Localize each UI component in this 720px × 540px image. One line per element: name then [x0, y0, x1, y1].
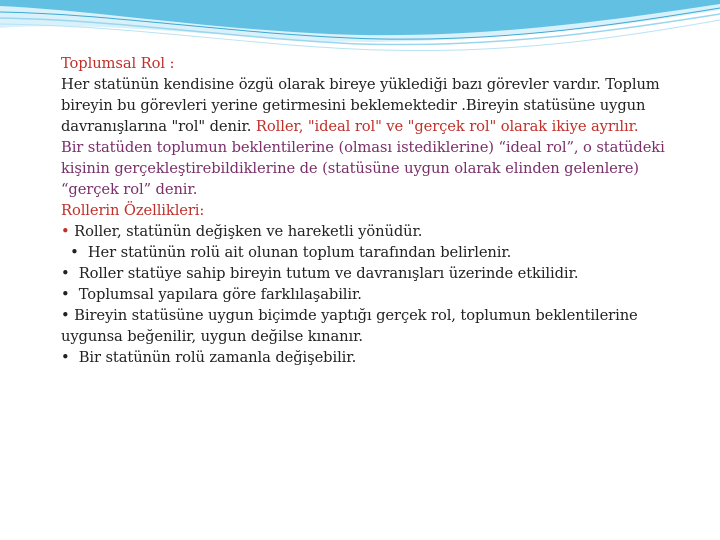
bullet-icon: • — [61, 223, 70, 240]
feature-item — [61, 284, 671, 305]
slide-title: Toplumsal Rol : — [61, 55, 175, 72]
feature-item — [61, 263, 671, 284]
feature-text: Roller statüye sahip bireyin tutum ve davranışları üzerinde etkilidir. — [69, 265, 579, 282]
feature-text: Bir statünün rolü zamanla değişebilir. — [69, 349, 357, 366]
paragraph-rol-definition-text: Her statünün kendisine özgü olarak bireye yüklediği bazı görevler vardır. Toplum bireyin bu görevleri yerine getirmesini beklemektedir .Bireyin statüsüne uygun davranışlarına "rol" denir. — [61, 76, 660, 135]
paragraph-ideal-gercek: Bir statüden toplumun beklentilerine (olması istediklerine) “ideal rol”, o statüdeki kişinin gerçekleştirebildiklerine de (statüsüne uygun olarak elinden gelenlere) “gerçek rol” denir. — [61, 139, 665, 198]
feature-item — [61, 305, 671, 347]
paragraph-rol-highlight: Roller, "ideal rol" ve "gerçek rol" olarak ikiye ayrılır. — [255, 118, 639, 135]
feature-text: Roller, statünün değişken ve hareketli yönüdür. — [69, 223, 423, 240]
bullet-icon: • — [61, 349, 70, 366]
slide-body — [61, 53, 671, 368]
bullet-icon: • — [61, 307, 70, 324]
feature-text: Her statünün rolü ait olunan toplum tarafından belirlenir. — [78, 244, 512, 261]
feature-text: Bireyin statüsüne uygun biçimde yaptığı gerçek rol, toplumun beklentilerine uygunsa beğenilir, uygun değilse kınanır. — [61, 307, 638, 345]
feature-item — [61, 221, 671, 242]
feature-text: Toplumsal yapılara göre farklılaşabilir. — [69, 286, 362, 303]
features-heading: Rollerin Özellikleri: — [61, 202, 205, 219]
paragraph-rol-definition — [61, 74, 671, 137]
bullet-icon: • — [61, 265, 70, 282]
bullet-icon: • — [61, 244, 79, 261]
bullet-icon: • — [61, 286, 70, 303]
feature-item — [61, 347, 671, 368]
feature-item — [61, 242, 671, 263]
